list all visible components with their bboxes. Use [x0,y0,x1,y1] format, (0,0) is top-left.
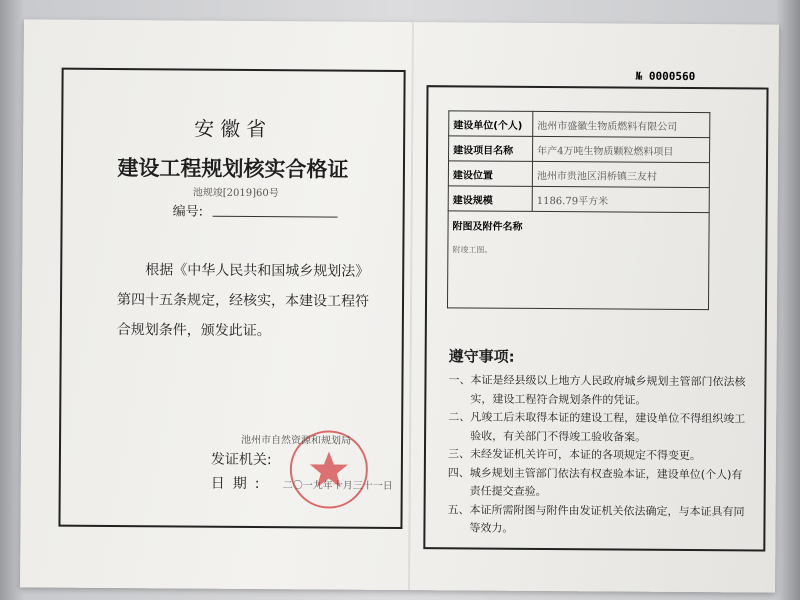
certificate-paper [20,19,779,592]
table-row [449,111,710,138]
row-label: 建设单位(个人) [449,111,533,137]
attachments-row [447,211,709,310]
attachments-value: 附竣工图。 [452,245,493,255]
row-label: 建设位置 [448,161,532,187]
attachments-cell [447,211,709,310]
number-line [213,216,338,218]
issuer-label: 发证机关: [210,451,272,469]
row-value: 1186.79平方米 [532,186,709,212]
row-label: 建设项目名称 [449,136,533,162]
certificate-body: 根据《中华人民共和国城乡规划法》第四十五条规定，经核实，本建设工程符合规划条件，颁发此证。 [116,262,370,340]
note-item: 五、本证所需附图与附件由发证机关依法确定，与本证具有同等效力。 [447,502,745,535]
note-item: 一、本证是经县级以上地方人民政府城乡规划主管部门依法核实，建设工程符合规划条件的凭证。 [448,373,746,407]
certificate-code: 池规竣[2019]60号 [192,187,279,200]
row-value: 年产4万吨生物质颗粒燃料项目 [533,136,710,162]
issuer-name: 池州市自然资源和规划局 [241,434,352,447]
row-label: 建设规模 [448,186,532,212]
left-page-frame [58,68,405,529]
table-row [449,136,710,163]
row-value: 池州市贵池区涓桥镇三友村 [532,161,709,187]
note-item: 三、未经发证机关许可，本证的各项规定不得变更。 [447,447,702,463]
right-page-frame [423,85,768,551]
notes-title: 遵守事项: [448,347,515,366]
date-label: 日期: [210,475,268,493]
fold-line [408,22,414,590]
table-row [448,161,709,188]
serial-number: № 0000560 [635,69,696,84]
note-item: 二、凡竣工后未取得本证的建设工程，建设单位不得组织竣工验收，有关部门不得竣工验收备案。 [448,410,746,444]
province: 安徽省 [194,116,273,142]
issue-date: 二〇一九年十月三十一日 [282,480,393,492]
notes-list [447,371,748,540]
attachments-label: 附图及附件名称 [452,221,523,233]
certificate-title: 建设工程规划核实合格证 [117,156,349,182]
number-label: 编号: [172,204,204,220]
project-info-table [447,110,710,310]
table-row [448,186,709,213]
row-value: 池州市盛徽生物质燃料有限公司 [533,111,710,137]
note-item: 四、城乡规划主管部门依法有权查验本证，建设单位(个人)有责任提交查验。 [447,465,743,499]
